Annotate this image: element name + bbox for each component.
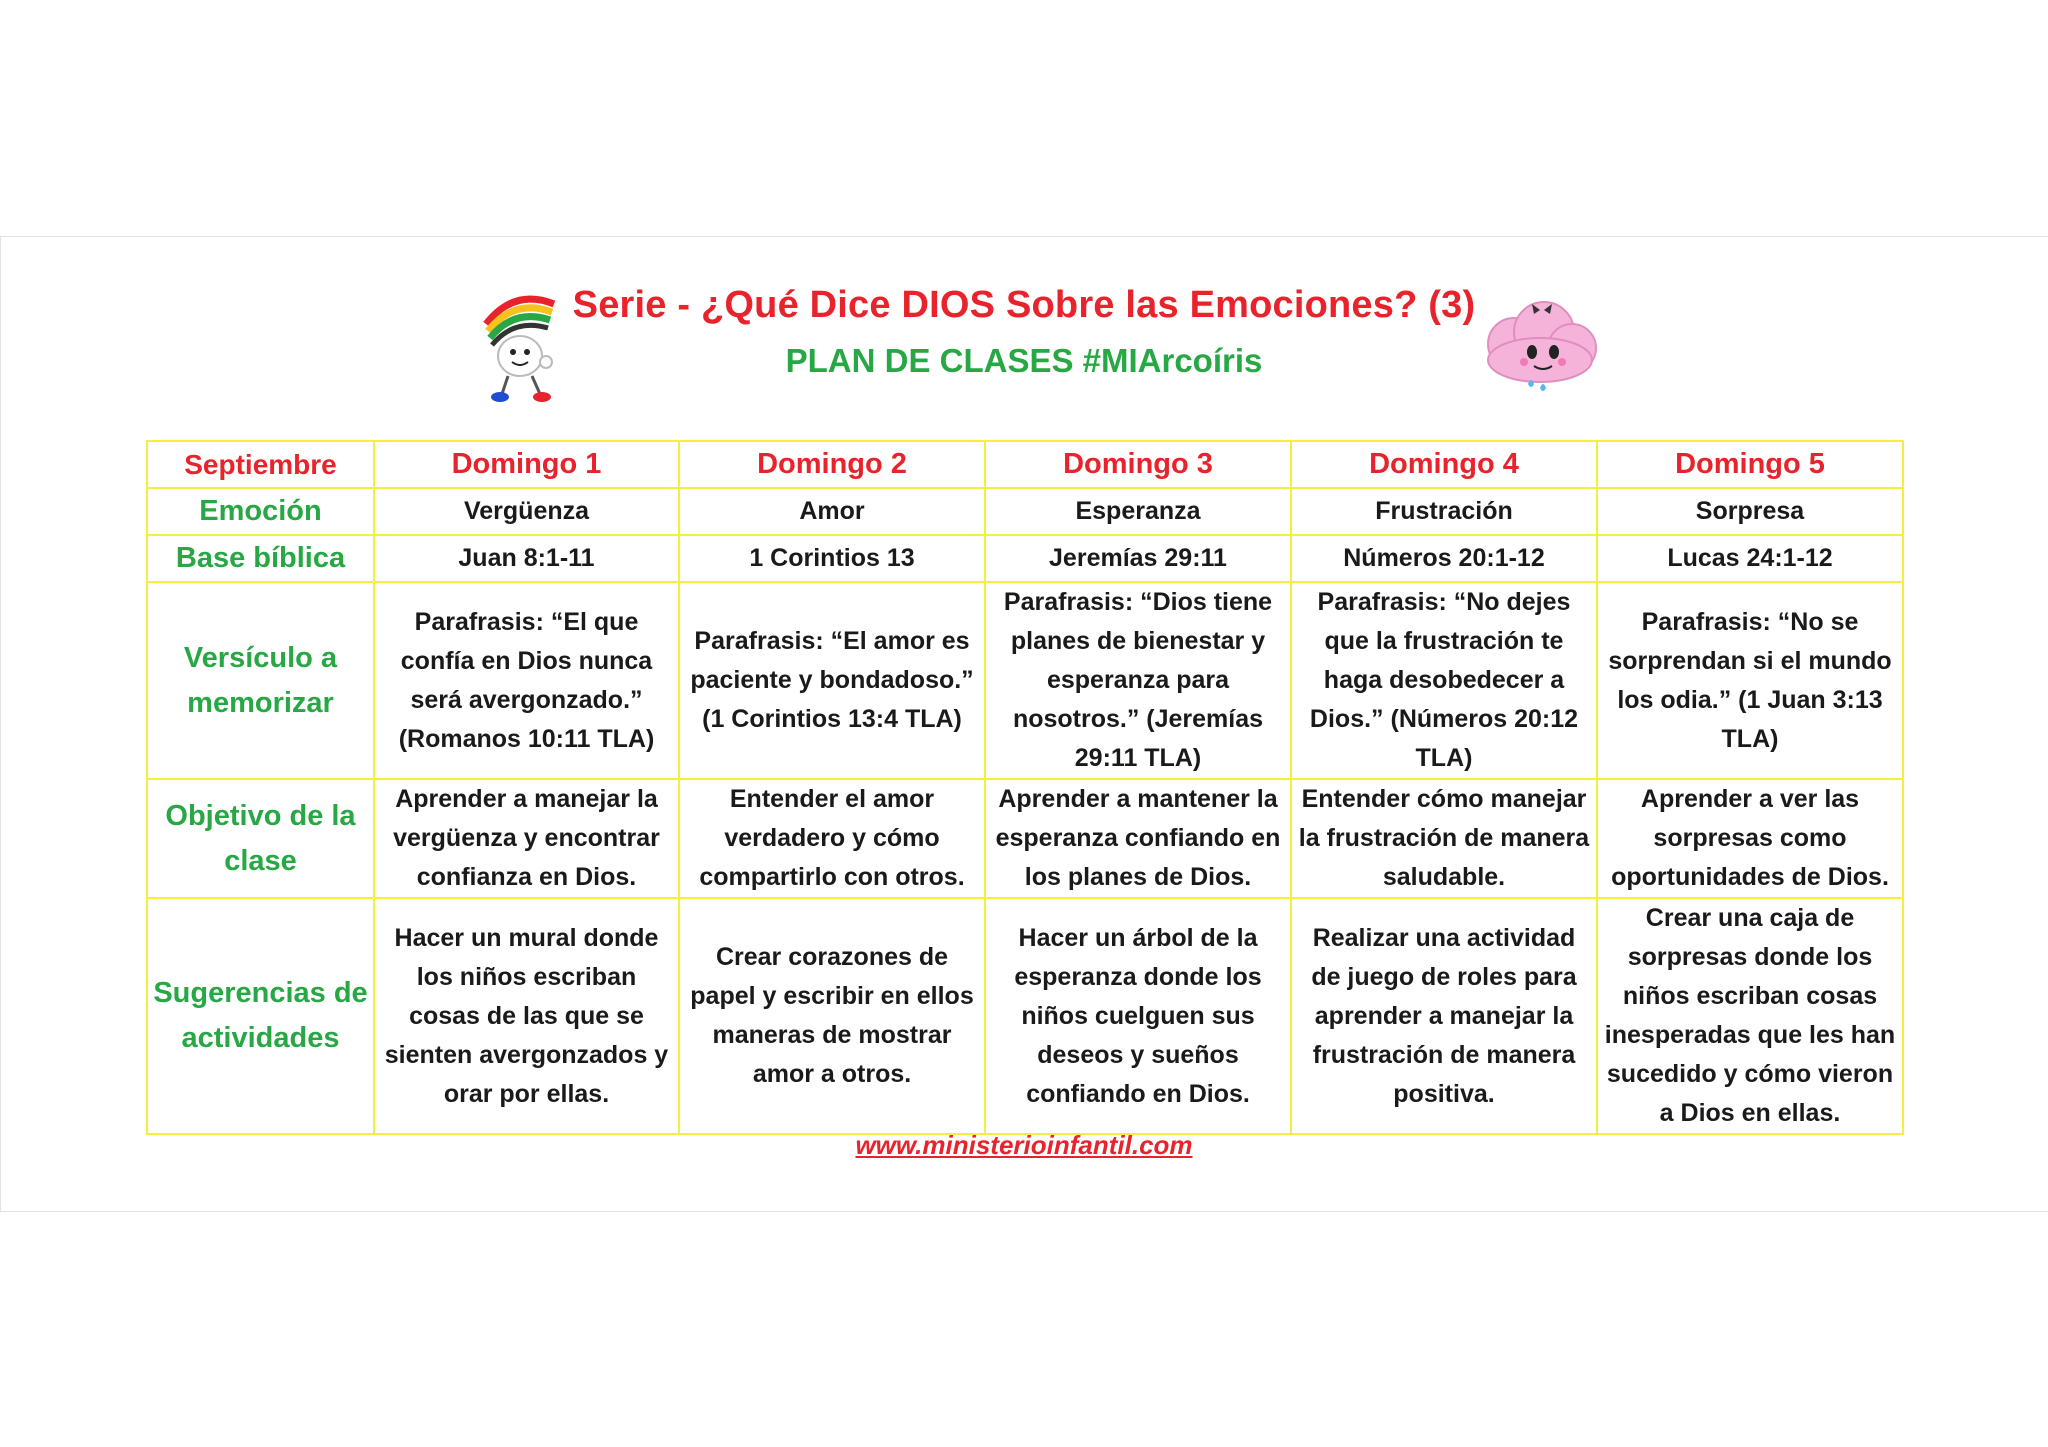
table-cell: Aprender a ver las sorpresas como oportunidades de Dios.	[1597, 779, 1903, 898]
row-label: Sugerencias de actividades	[147, 898, 374, 1134]
table-cell: Esperanza	[985, 488, 1291, 535]
table-cell: Juan 8:1-11	[374, 535, 679, 582]
row-label: Base bíblica	[147, 535, 374, 582]
table-cell: Realizar una actividad de juego de roles para aprender a manejar la frustración de manera positiva.	[1291, 898, 1597, 1134]
table-cell: Frustración	[1291, 488, 1597, 535]
table-row	[147, 779, 1903, 898]
page-title: Serie - ¿Qué Dice DIOS Sobre las Emociones? (3)	[572, 284, 1476, 326]
table-cell: Números 20:1-12	[1291, 535, 1597, 582]
row-label: Objetivo de la clase	[147, 779, 374, 898]
table-row	[147, 582, 1903, 779]
row-label: Emoción	[147, 488, 374, 535]
table-cell: Parafrasis: “Dios tiene planes de bienestar y esperanza para nosotros.” (Jeremías 29:11 TLA)	[985, 582, 1291, 779]
table-cell: Amor	[679, 488, 985, 535]
month-cell: Septiembre	[147, 441, 374, 488]
table-cell: 1 Corintios 13	[679, 535, 985, 582]
table-cell: Sorpresa	[1597, 488, 1903, 535]
table-cell: Parafrasis: “El que confía en Dios nunca será avergonzado.” (Romanos 10:11 TLA)	[374, 582, 679, 779]
table-cell: Parafrasis: “El amor es paciente y bondadoso.” (1 Corintios 13:4 TLA)	[679, 582, 985, 779]
column-header: Domingo 1	[374, 441, 679, 488]
table-cell: Aprender a mantener la esperanza confiando en los planes de Dios.	[985, 779, 1291, 898]
column-header: Domingo 4	[1291, 441, 1597, 488]
table-row	[147, 535, 1903, 582]
table-cell: Vergüenza	[374, 488, 679, 535]
table-cell: Parafrasis: “No se sorprendan si el mundo los odia.” (1 Juan 3:13 TLA)	[1597, 582, 1903, 779]
table-cell: Parafrasis: “No dejes que la frustración te haga desobedecer a Dios.” (Números 20:12 TLA)	[1291, 582, 1597, 779]
website-link[interactable]: www.ministerioinfantil.com	[855, 1130, 1193, 1160]
column-header: Domingo 5	[1597, 441, 1903, 488]
table-cell: Hacer un mural donde los niños escriban cosas de las que se sienten avergonzados y orar por ellas.	[374, 898, 679, 1134]
table-row	[147, 898, 1903, 1134]
table-cell: Hacer un árbol de la esperanza donde los niños cuelguen sus deseos y sueños confiando en Dios.	[985, 898, 1291, 1134]
row-label: Versículo a memorizar	[147, 582, 374, 779]
page-subtitle: PLAN DE CLASES #MIArcoíris	[785, 342, 1263, 379]
header	[0, 280, 2048, 420]
pink-cloud-mascot-icon	[1474, 292, 1604, 402]
table-cell: Crear una caja de sorpresas donde los niños escriban cosas inesperadas que les han sucedido y cómo vieron a Dios en ellas.	[1597, 898, 1903, 1134]
table-cell: Entender el amor verdadero y cómo compartirlo con otros.	[679, 779, 985, 898]
table-row	[147, 488, 1903, 535]
table-cell: Crear corazones de papel y escribir en ellos maneras de mostrar amor a otros.	[679, 898, 985, 1134]
table-cell: Aprender a manejar la vergüenza y encontrar confianza en Dios.	[374, 779, 679, 898]
column-header: Domingo 3	[985, 441, 1291, 488]
table-cell: Lucas 24:1-12	[1597, 535, 1903, 582]
column-header: Domingo 2	[679, 441, 985, 488]
table-cell: Jeremías 29:11	[985, 535, 1291, 582]
table-header-row	[147, 441, 1903, 488]
lesson-plan-table	[146, 440, 1904, 1135]
table-cell: Entender cómo manejar la frustración de manera saludable.	[1291, 779, 1597, 898]
